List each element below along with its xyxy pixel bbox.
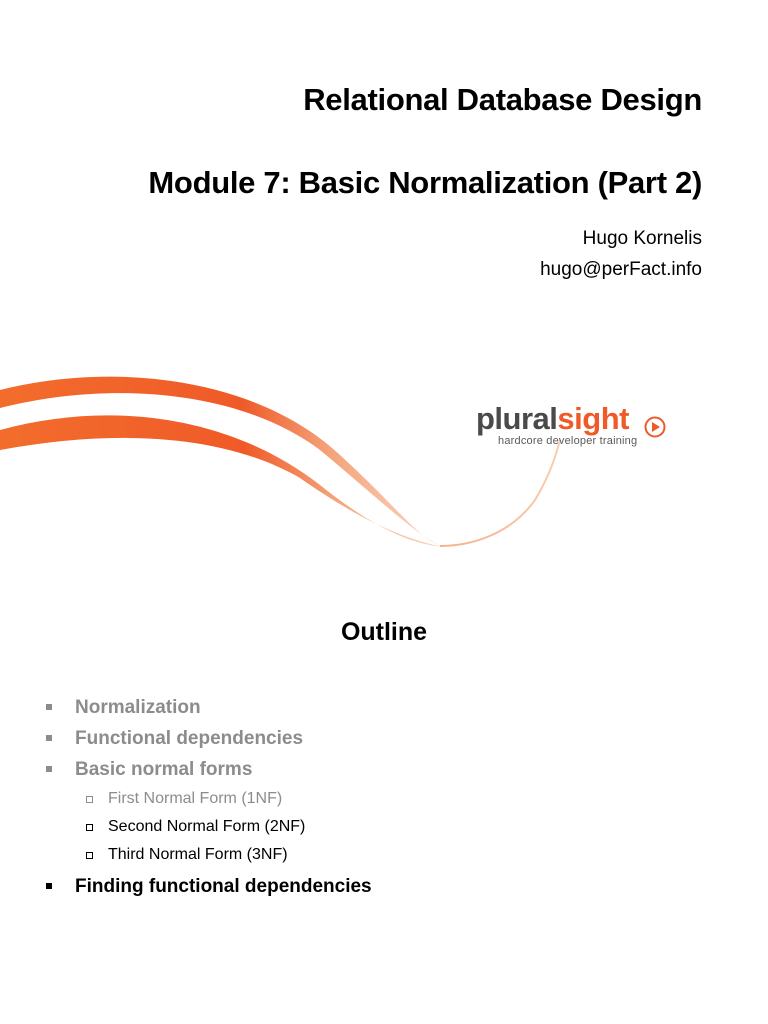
sub-list-item [46, 841, 726, 869]
list-item [46, 754, 726, 785]
outline-heading: Outline [340, 618, 428, 646]
sub-list-item [46, 813, 726, 841]
swoosh-band-lower [0, 415, 445, 547]
outline-slide [0, 580, 768, 1024]
module-title: Module 7: Basic Normalization (Part 2) [148, 165, 702, 200]
square-bullet-icon [46, 883, 52, 889]
hollow-square-bullet-icon [86, 796, 93, 803]
list-item [46, 692, 726, 723]
list-item-label: Functional dependencies [75, 728, 304, 749]
swoosh-tail [440, 440, 560, 546]
swoosh-band-upper [0, 377, 440, 545]
square-bullet-icon [46, 735, 52, 741]
list-item-label: Basic normal forms [75, 759, 253, 780]
list-item-label: Normalization [75, 697, 201, 718]
course-title: Relational Database Design [303, 82, 702, 117]
logo-word-orange: sight [557, 401, 629, 436]
hollow-square-bullet-icon [86, 852, 93, 859]
sub-list-item-label: First Normal Form (1NF) [108, 790, 283, 807]
logo-word-dark: plural [476, 401, 558, 436]
author-email: hugo@perFact.info [540, 259, 702, 280]
logo-wordmark [476, 402, 629, 436]
hollow-square-bullet-icon [86, 824, 93, 831]
outline-list [46, 692, 726, 902]
list-item [46, 723, 726, 754]
sub-list-item-label: Second Normal Form (2NF) [108, 818, 306, 835]
orange-swoosh-graphic [0, 360, 768, 570]
square-bullet-icon [46, 766, 52, 772]
logo-tagline: hardcore developer training [498, 435, 638, 447]
current-list-item-label: Finding functional dependencies [75, 876, 372, 897]
sub-list-item [46, 785, 726, 813]
current-list-item [46, 871, 726, 902]
author-name: Hugo Kornelis [582, 228, 702, 249]
pluralsight-logo [476, 402, 676, 452]
square-bullet-icon [46, 704, 52, 710]
sub-list-item-label: Third Normal Form (3NF) [108, 846, 288, 863]
play-icon [644, 416, 666, 438]
